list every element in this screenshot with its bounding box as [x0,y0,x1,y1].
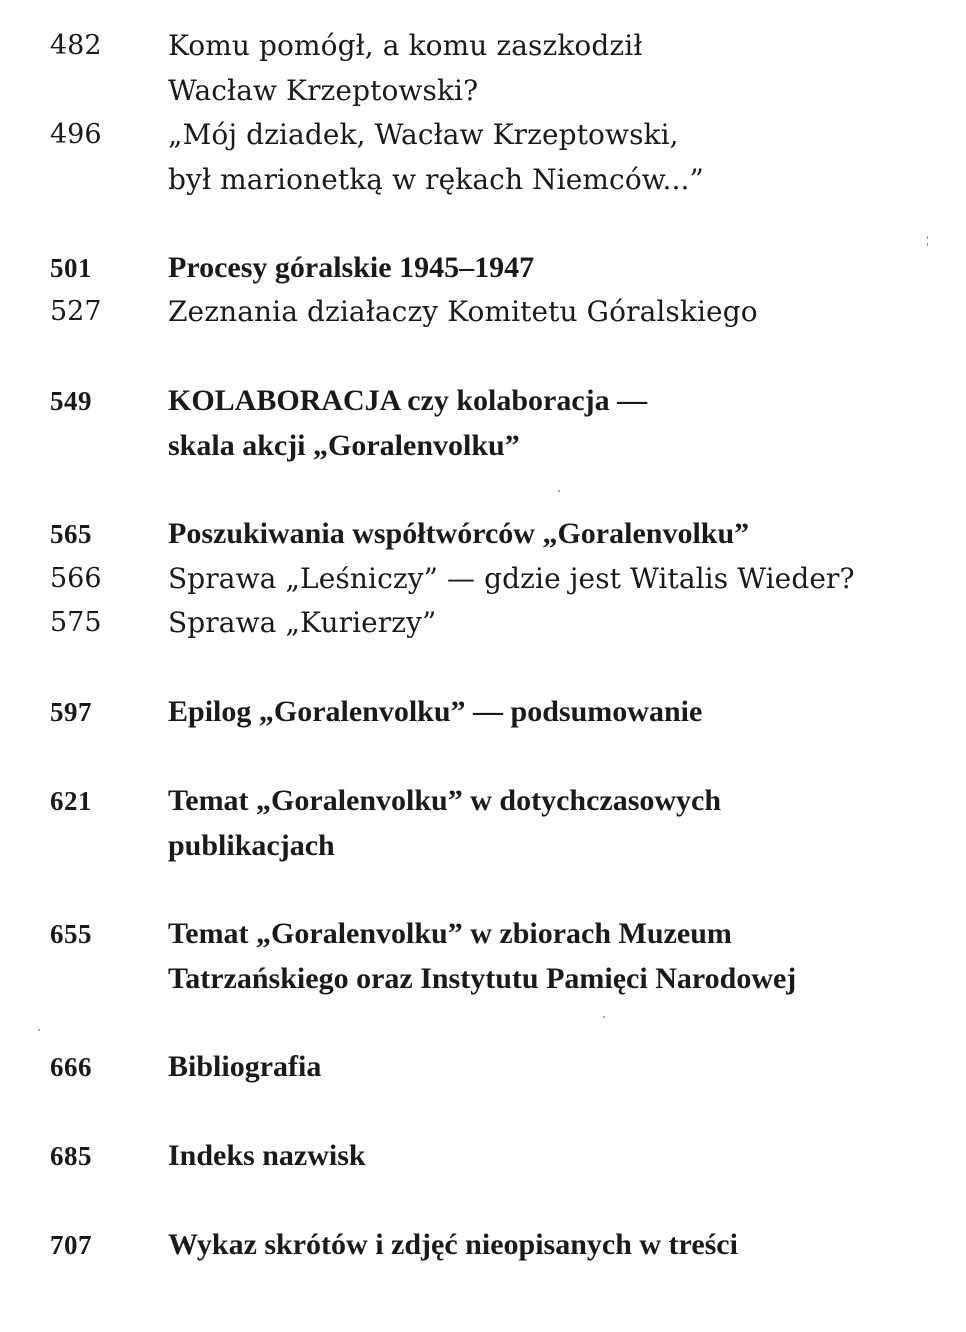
toc-title-line: Epilog „Goralenvolku” — podsumowanie [168,695,703,728]
toc-title-line: Sprawa „Leśniczy” — gdzie jest Witalis Wieder? [168,562,855,595]
toc-page-number: 496 [50,119,102,150]
toc-page-number: 566 [50,563,102,594]
toc-title-line: „Mój dziadek, Wacław Krzeptowski, [168,118,679,151]
toc-title-line: Poszukiwania współtwórców „Goralenvolku” [168,517,750,550]
toc-page-number: 575 [50,607,102,638]
toc-page-number: 549 [50,386,92,416]
scan-speck [558,490,560,492]
toc-entry-title [168,779,948,868]
scan-speck [927,243,928,246]
toc-entry-title [168,246,948,291]
toc-page-number: 666 [50,1052,92,1082]
toc-page-number: 707 [50,1230,92,1260]
toc-entry-title [168,379,948,468]
toc-title-line: Wykaz skrótów i zdjęć nieopisanych w treści [168,1228,738,1261]
toc-page-number: 685 [50,1141,92,1171]
toc-title-line: publikacjach [168,828,335,862]
toc-page-number: 655 [50,919,92,949]
scan-speck [38,1029,40,1031]
toc-entry-title [168,512,948,557]
toc-title-line: Komu pomógł, a komu zaszkodził [168,29,643,62]
toc-title-line: Wacław Krzeptowski? [168,73,479,107]
toc-page-number: 565 [50,519,92,549]
toc-entry-title [168,1134,948,1179]
toc-title-line: Sprawa „Kurierzy” [168,606,437,639]
toc-page-number: 527 [50,296,102,327]
toc-entry-title [168,290,948,335]
toc-entry-title [168,1045,948,1090]
toc-entry-title [168,24,948,113]
toc-entry-title [168,113,948,202]
toc-title-line: Tatrzańskiego oraz Instytutu Pamięci Narodowej [168,961,797,995]
toc-title-line: Procesy góralskie 1945–1947 [168,251,535,284]
toc-title-line: Bibliografia [168,1050,322,1083]
toc-title-line: Temat „Goralenvolku” w zbiorach Muzeum [168,917,732,950]
toc-page-number: 482 [50,30,102,61]
toc-entry-title [168,690,948,735]
toc-page-number: 621 [50,786,92,816]
toc-entry-title [168,1223,948,1268]
toc-title-line: był marionetką w rękach Niemców...” [168,162,704,196]
scan-speck [927,236,928,239]
toc-page-number: 597 [50,697,92,727]
toc-entry-title [168,601,948,646]
toc-title-line: Zeznania działaczy Komitetu Góralskiego [168,295,758,328]
toc-entry-title [168,912,948,1001]
toc-title-line: skala akcji „Goralenvolku” [168,428,520,462]
scan-speck [603,1016,605,1018]
toc-title-line: Indeks nazwisk [168,1139,366,1172]
toc-entry-title [168,557,948,602]
toc-title-line: Temat „Goralenvolku” w dotychczasowych [168,784,722,817]
toc-page-number: 501 [50,253,92,283]
toc-title-line: KOLABORACJA czy kolaboracja — [168,384,648,417]
